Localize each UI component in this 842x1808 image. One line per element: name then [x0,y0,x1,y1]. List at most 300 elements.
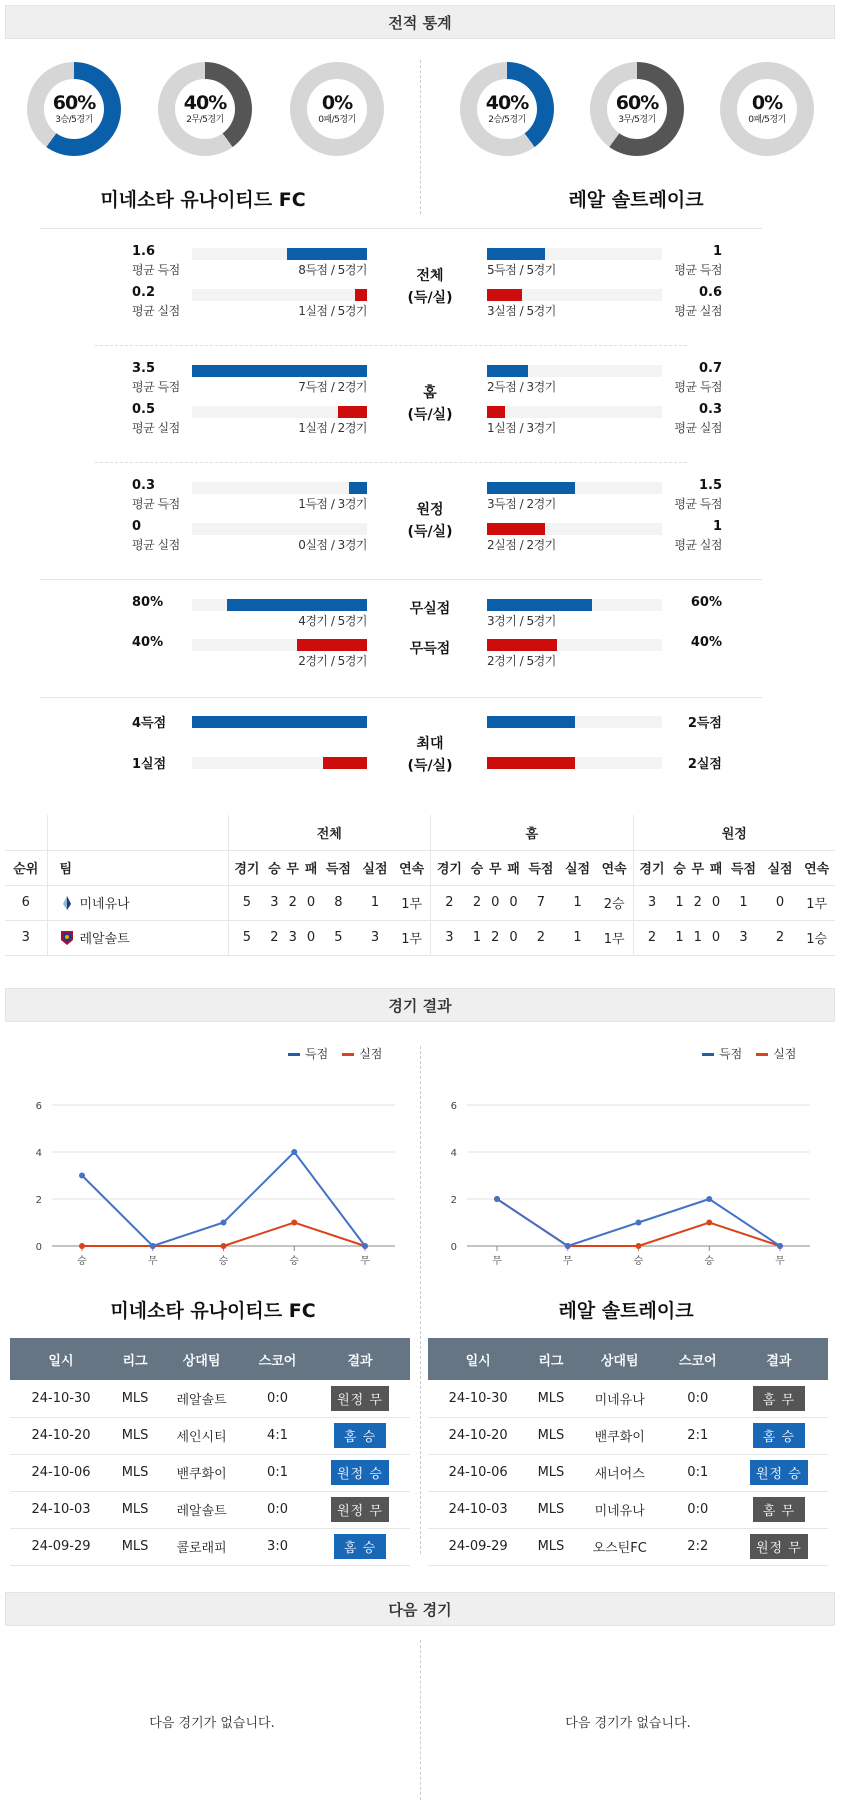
stat-cell: 5 [320,920,357,955]
col-8: 연속 [798,850,835,885]
stat-cell: 5 [228,885,265,920]
data-point [79,1173,85,1179]
col-team: 팀 [47,850,228,885]
left-bar-track [192,716,367,728]
away-donut-3 [720,62,814,156]
left-caption: 1실점 / 5경기 [298,304,367,318]
center-label-sub: (득/실) [407,758,453,774]
stat-cell: 0 [504,920,522,955]
team-cell [47,885,228,920]
center-label-main: 최대 [416,736,444,752]
right-label: 평균 득점 [674,380,722,394]
home-team-title: 미네소타 유나이티드 FC [100,189,306,211]
col-7: 실점 [762,850,799,885]
right-value: 1 [712,519,722,534]
right-bar-fill [487,365,528,377]
right-bar-track [487,482,662,494]
data-point [636,1243,642,1249]
col-4: 무 [486,850,504,885]
right-caption: 3경기 / 5경기 [487,614,556,628]
opp-cell: 미네유나 [574,1380,666,1417]
donut-percent: 60% [615,91,659,114]
score-cell: 0:1 [245,1454,310,1491]
header-2: 상대팀 [574,1338,666,1380]
score-cell: 0:0 [245,1380,310,1417]
left-bar-track [192,757,367,769]
section-divider [40,228,762,229]
header-0: 일시 [428,1338,528,1380]
y-tick-label: 2 [450,1195,457,1206]
date-cell: 24-10-30 [10,1380,112,1417]
result-row [10,1380,410,1417]
left-bar-track [192,523,367,535]
opp-cell: 레알솔트 [158,1380,245,1417]
data-point [79,1243,85,1249]
left-caption: 7득점 / 2경기 [298,380,367,394]
result-cell [730,1454,828,1491]
center-label-main: 전체 [416,268,444,284]
right-value: 0.3 [698,402,722,417]
stat-cell: 3 [357,920,394,955]
center-label-main: 홈 [423,385,437,401]
donut-center [175,79,235,139]
standings-table [5,815,835,956]
stat-cell: 3 [284,920,302,955]
score-cell: 2:1 [666,1417,730,1454]
score-cell: 0:1 [666,1454,730,1491]
left-bar-track [192,289,367,301]
legend-conceded: 실점 [342,1045,382,1062]
left-label: 평균 실점 [132,538,180,552]
results-body [10,1380,410,1565]
header-2: 상대팀 [158,1338,245,1380]
right-value: 40% [690,635,722,650]
results-divider [420,1046,421,1554]
y-tick-label: 4 [35,1148,42,1159]
left-label: 평균 득점 [132,263,180,277]
data-point [706,1196,712,1202]
right-value: 1 [712,244,722,259]
opp-cell: 콜로래피 [158,1528,245,1565]
opp-cell: 밴쿠화이 [158,1454,245,1491]
opp-cell: 세인시티 [158,1417,245,1454]
legend-conceded: 실점 [756,1045,796,1062]
col-3: 승 [265,850,283,885]
header-3: 스코어 [245,1338,310,1380]
stats-section-header: 전적 통계 [5,5,835,39]
date-cell: 24-10-20 [428,1417,528,1454]
score-cell: 3:0 [245,1528,310,1565]
x-tick-label: 무 [360,1256,370,1267]
donut-caption: 0패/5경기 [318,114,356,125]
stat-cell: 2 [523,920,560,955]
legend-scored: 득점 [288,1045,328,1062]
left-bar-track [192,406,367,418]
stats-divider [420,60,421,214]
rsl-logo-icon [60,930,74,946]
left-bar-fill [227,599,367,611]
left-caption: 0실점 / 3경기 [298,538,367,552]
stat-cell: 0 [762,885,799,920]
results-header-row [10,1338,410,1380]
league-cell: MLS [528,1380,573,1417]
right-bar-fill [487,523,545,535]
data-point [636,1220,642,1226]
rank-cell: 3 [5,920,47,955]
league-cell: MLS [528,1454,573,1491]
right-value: 0.6 [698,285,722,300]
stat-cell: 1무 [393,920,430,955]
result-row [10,1491,410,1528]
result-cell [730,1528,828,1565]
x-tick-label: 승 [704,1256,715,1267]
x-tick-label: 승 [633,1256,644,1267]
result-row [428,1491,828,1528]
result-badge: 홈 승 [334,1534,386,1559]
right-bar-fill [487,406,505,418]
left-value: 0 [132,519,142,534]
away-donut-1 [460,62,554,156]
left-label: 평균 득점 [132,497,180,511]
center-label-sub: (득/실) [407,524,453,540]
away-recent-chart [445,1090,825,1270]
right-caption: 3실점 / 5경기 [487,304,556,318]
right-bar-track [487,757,662,769]
right-bar-fill [487,289,522,301]
col-4: 무 [689,850,707,885]
stat-cell: 2 [486,920,504,955]
center-label-sub: (득/실) [407,290,453,306]
stat-cell: 3 [265,885,283,920]
left-label: 평균 실점 [132,421,180,435]
header-4: 결과 [310,1338,410,1380]
right-caption: 1실점 / 3경기 [487,421,556,435]
donut-percent: 40% [183,91,227,114]
x-tick-label: 승 [218,1256,229,1267]
center-label [390,733,470,777]
col-8: 연속 [596,850,633,885]
result-row [10,1528,410,1565]
stat-cell: 2 [265,920,283,955]
left-bar-track [192,365,367,377]
date-cell: 24-10-03 [428,1491,528,1528]
team-cell-content [48,928,228,947]
y-tick-label: 0 [35,1242,42,1253]
donut-center [307,79,367,139]
left-value: 80% [132,595,164,610]
stat-cell: 1무 [596,920,633,955]
left-value: 0.2 [132,285,156,300]
left-bar-fill [349,482,367,494]
col-3: 승 [670,850,688,885]
result-badge: 홈 무 [753,1497,805,1522]
away-results-table [428,1338,828,1566]
stat-cell: 1 [357,885,394,920]
donut-center [477,79,537,139]
result-badge: 원정 승 [331,1460,389,1485]
left-bar-track [192,482,367,494]
stat-cell: 2 [633,920,670,955]
league-cell: MLS [528,1491,573,1528]
donut-caption: 3무/5경기 [618,114,656,125]
right-bar-track [487,523,662,535]
stat-cell: 1승 [798,920,835,955]
league-cell: MLS [528,1528,573,1565]
left-value: 3.5 [132,361,156,376]
score-cell: 0:0 [245,1491,310,1528]
col-6: 득점 [320,850,357,885]
result-cell [310,1491,410,1528]
donut-center [44,79,104,139]
left-caption: 1득점 / 3경기 [298,497,367,511]
center-label [390,499,470,543]
result-badge: 원정 무 [750,1534,808,1559]
league-cell: MLS [112,1417,158,1454]
center-label-main: 원정 [416,502,444,518]
stat-cell: 0 [302,885,320,920]
date-cell: 24-09-29 [10,1528,112,1565]
left-value: 1실점 [132,757,167,772]
stat-cell: 2 [431,885,468,920]
next-divider [420,1640,421,1800]
stat-cell: 2 [689,885,707,920]
stat-cell: 2승 [596,885,633,920]
left-value: 4득점 [132,716,167,731]
date-cell: 24-10-03 [10,1491,112,1528]
stat-cell: 1 [559,920,596,955]
y-tick-label: 6 [35,1101,42,1112]
opp-cell: 새너어스 [574,1454,666,1491]
left-label: 평균 실점 [132,304,180,318]
stat-cell: 2 [762,920,799,955]
left-value: 0.3 [132,478,156,493]
right-bar-fill [487,639,557,651]
right-value: 60% [690,595,722,610]
result-row [428,1380,828,1417]
left-bar-fill [192,365,367,377]
data-point [291,1149,297,1155]
opp-cell: 오스틴FC [574,1528,666,1565]
right-bar-fill [487,716,575,728]
data-point [777,1243,783,1249]
team-name: 레알솔트 [79,932,130,947]
right-bar-track [487,406,662,418]
opp-cell: 밴쿠화이 [574,1417,666,1454]
league-cell: MLS [112,1380,158,1417]
rank-cell: 6 [5,885,47,920]
result-badge: 원정 무 [331,1386,389,1411]
donut-caption: 0패/5경기 [748,114,786,125]
data-point [221,1243,227,1249]
stat-cell: 2 [468,885,486,920]
right-caption: 2실점 / 2경기 [487,538,556,552]
donut-percent: 60% [52,91,96,114]
section-divider [40,697,762,698]
col-2: 경기 [633,850,670,885]
col-5: 패 [302,850,320,885]
right-value: 1.5 [698,478,722,493]
col-2: 경기 [228,850,265,885]
league-cell: MLS [112,1528,158,1565]
left-bar-track [192,639,367,651]
data-point [494,1196,500,1202]
left-value: 1.6 [132,244,156,259]
donut-percent: 40% [485,91,529,114]
result-cell [730,1380,828,1417]
league-cell: MLS [528,1417,573,1454]
left-label: 평균 득점 [132,380,180,394]
right-caption: 5득점 / 5경기 [487,263,556,277]
center-label: 무득점 [409,641,451,657]
right-bar-fill [487,757,575,769]
stat-cell: 3 [725,920,762,955]
y-tick-label: 2 [35,1195,42,1206]
header-3: 스코어 [666,1338,730,1380]
result-cell [310,1380,410,1417]
home-donut-3 [290,62,384,156]
home-next-empty: 다음 경기가 없습니다. [149,1716,275,1731]
result-row [428,1454,828,1491]
section-divider [40,579,762,580]
col-rank: 순위 [5,850,47,885]
data-point [221,1220,227,1226]
stat-cell: 0 [504,885,522,920]
standings-column-headers [5,850,835,885]
donut-percent: 0% [751,91,783,114]
stat-cell: 7 [523,885,560,920]
col-5: 패 [707,850,725,885]
stat-cell: 1 [670,920,688,955]
right-value: 2득점 [687,716,722,731]
donut-center [607,79,667,139]
right-bar-fill [487,248,545,260]
data-point [706,1220,712,1226]
team-name: 미네유나 [79,897,130,912]
result-badge: 원정 승 [750,1460,808,1485]
center-label [390,265,470,309]
result-cell [310,1454,410,1491]
stat-cell: 8 [320,885,357,920]
loons-logo-icon [60,895,74,911]
result-cell [730,1417,828,1454]
col-6: 득점 [725,850,762,885]
left-bar-fill [355,289,367,301]
donut-caption: 2무/5경기 [186,114,224,125]
x-tick-label: 무 [775,1256,785,1267]
left-bar-track [192,248,367,260]
series-line-실점 [82,1223,365,1247]
left-caption: 2경기 / 5경기 [298,654,367,668]
stat-cell: 0 [486,885,504,920]
x-tick-label: 승 [77,1256,87,1267]
team-cell-content [48,893,228,912]
stat-cell: 1 [670,885,688,920]
right-bar-fill [487,482,575,494]
header-1: 리그 [528,1338,573,1380]
result-cell [730,1491,828,1528]
result-row [10,1454,410,1491]
x-tick-label: 무 [492,1256,502,1267]
stat-cell: 2 [284,885,302,920]
left-bar-track [192,599,367,611]
score-cell: 0:0 [666,1380,730,1417]
donut-center [737,79,797,139]
stat-cell: 3 [431,920,468,955]
opp-cell: 레알솔트 [158,1491,245,1528]
results-header-row [428,1338,828,1380]
stat-cell: 1 [725,885,762,920]
left-bar-fill [192,716,367,728]
x-tick-label: 승 [289,1256,300,1267]
date-cell: 24-09-29 [428,1528,528,1565]
home-donut-1 [27,62,121,156]
center-label-sub: (득/실) [407,407,453,423]
date-cell: 24-10-20 [10,1417,112,1454]
date-cell: 24-10-06 [10,1454,112,1491]
results-head [428,1338,828,1380]
result-badge: 홈 승 [753,1423,805,1448]
chart-legend-home [288,1045,382,1062]
result-cell [310,1528,410,1565]
score-cell: 2:2 [666,1528,730,1565]
data-point [150,1243,156,1249]
chart-legend-away [702,1045,796,1062]
donut-caption: 2승/5경기 [488,114,526,125]
right-label: 평균 실점 [674,421,722,435]
stat-cell: 5 [228,920,265,955]
standings-group-home: 홈 [431,815,634,850]
away-team-title: 레알 솔트레이크 [568,189,704,211]
col-2: 경기 [431,850,468,885]
stat-cell: 0 [707,920,725,955]
score-cell: 4:1 [245,1417,310,1454]
right-label: 평균 득점 [674,497,722,511]
home-recent-chart [30,1090,410,1270]
right-value: 0.7 [698,361,722,376]
left-caption: 8득점 / 5경기 [298,263,367,277]
away-donut-2 [590,62,684,156]
right-bar-track [487,639,662,651]
stat-cell: 1무 [393,885,430,920]
header-4: 결과 [730,1338,828,1380]
league-cell: MLS [112,1491,158,1528]
stat-cell: 1 [468,920,486,955]
home-donut-2 [158,62,252,156]
next-section-header: 다음 경기 [5,1592,835,1626]
away-results-title: 레알 솔트레이크 [558,1300,694,1322]
result-row [10,1417,410,1454]
y-tick-label: 4 [450,1148,457,1159]
col-6: 득점 [523,850,560,885]
x-tick-label: 무 [147,1256,158,1267]
x-tick-label: 무 [562,1256,573,1267]
result-row [428,1417,828,1454]
left-caption: 1실점 / 2경기 [298,421,367,435]
stat-cell: 1무 [798,885,835,920]
right-bar-track [487,716,662,728]
stat-cell: 0 [302,920,320,955]
right-bar-fill [487,599,592,611]
legend-scored: 득점 [702,1045,742,1062]
right-bar-track [487,248,662,260]
donut-percent: 0% [321,91,353,114]
standing-row [5,920,835,955]
left-bar-fill [287,248,367,260]
league-cell: MLS [112,1454,158,1491]
data-point [362,1243,368,1249]
col-8: 연속 [393,850,430,885]
away-next-empty: 다음 경기가 없습니다. [565,1716,691,1731]
